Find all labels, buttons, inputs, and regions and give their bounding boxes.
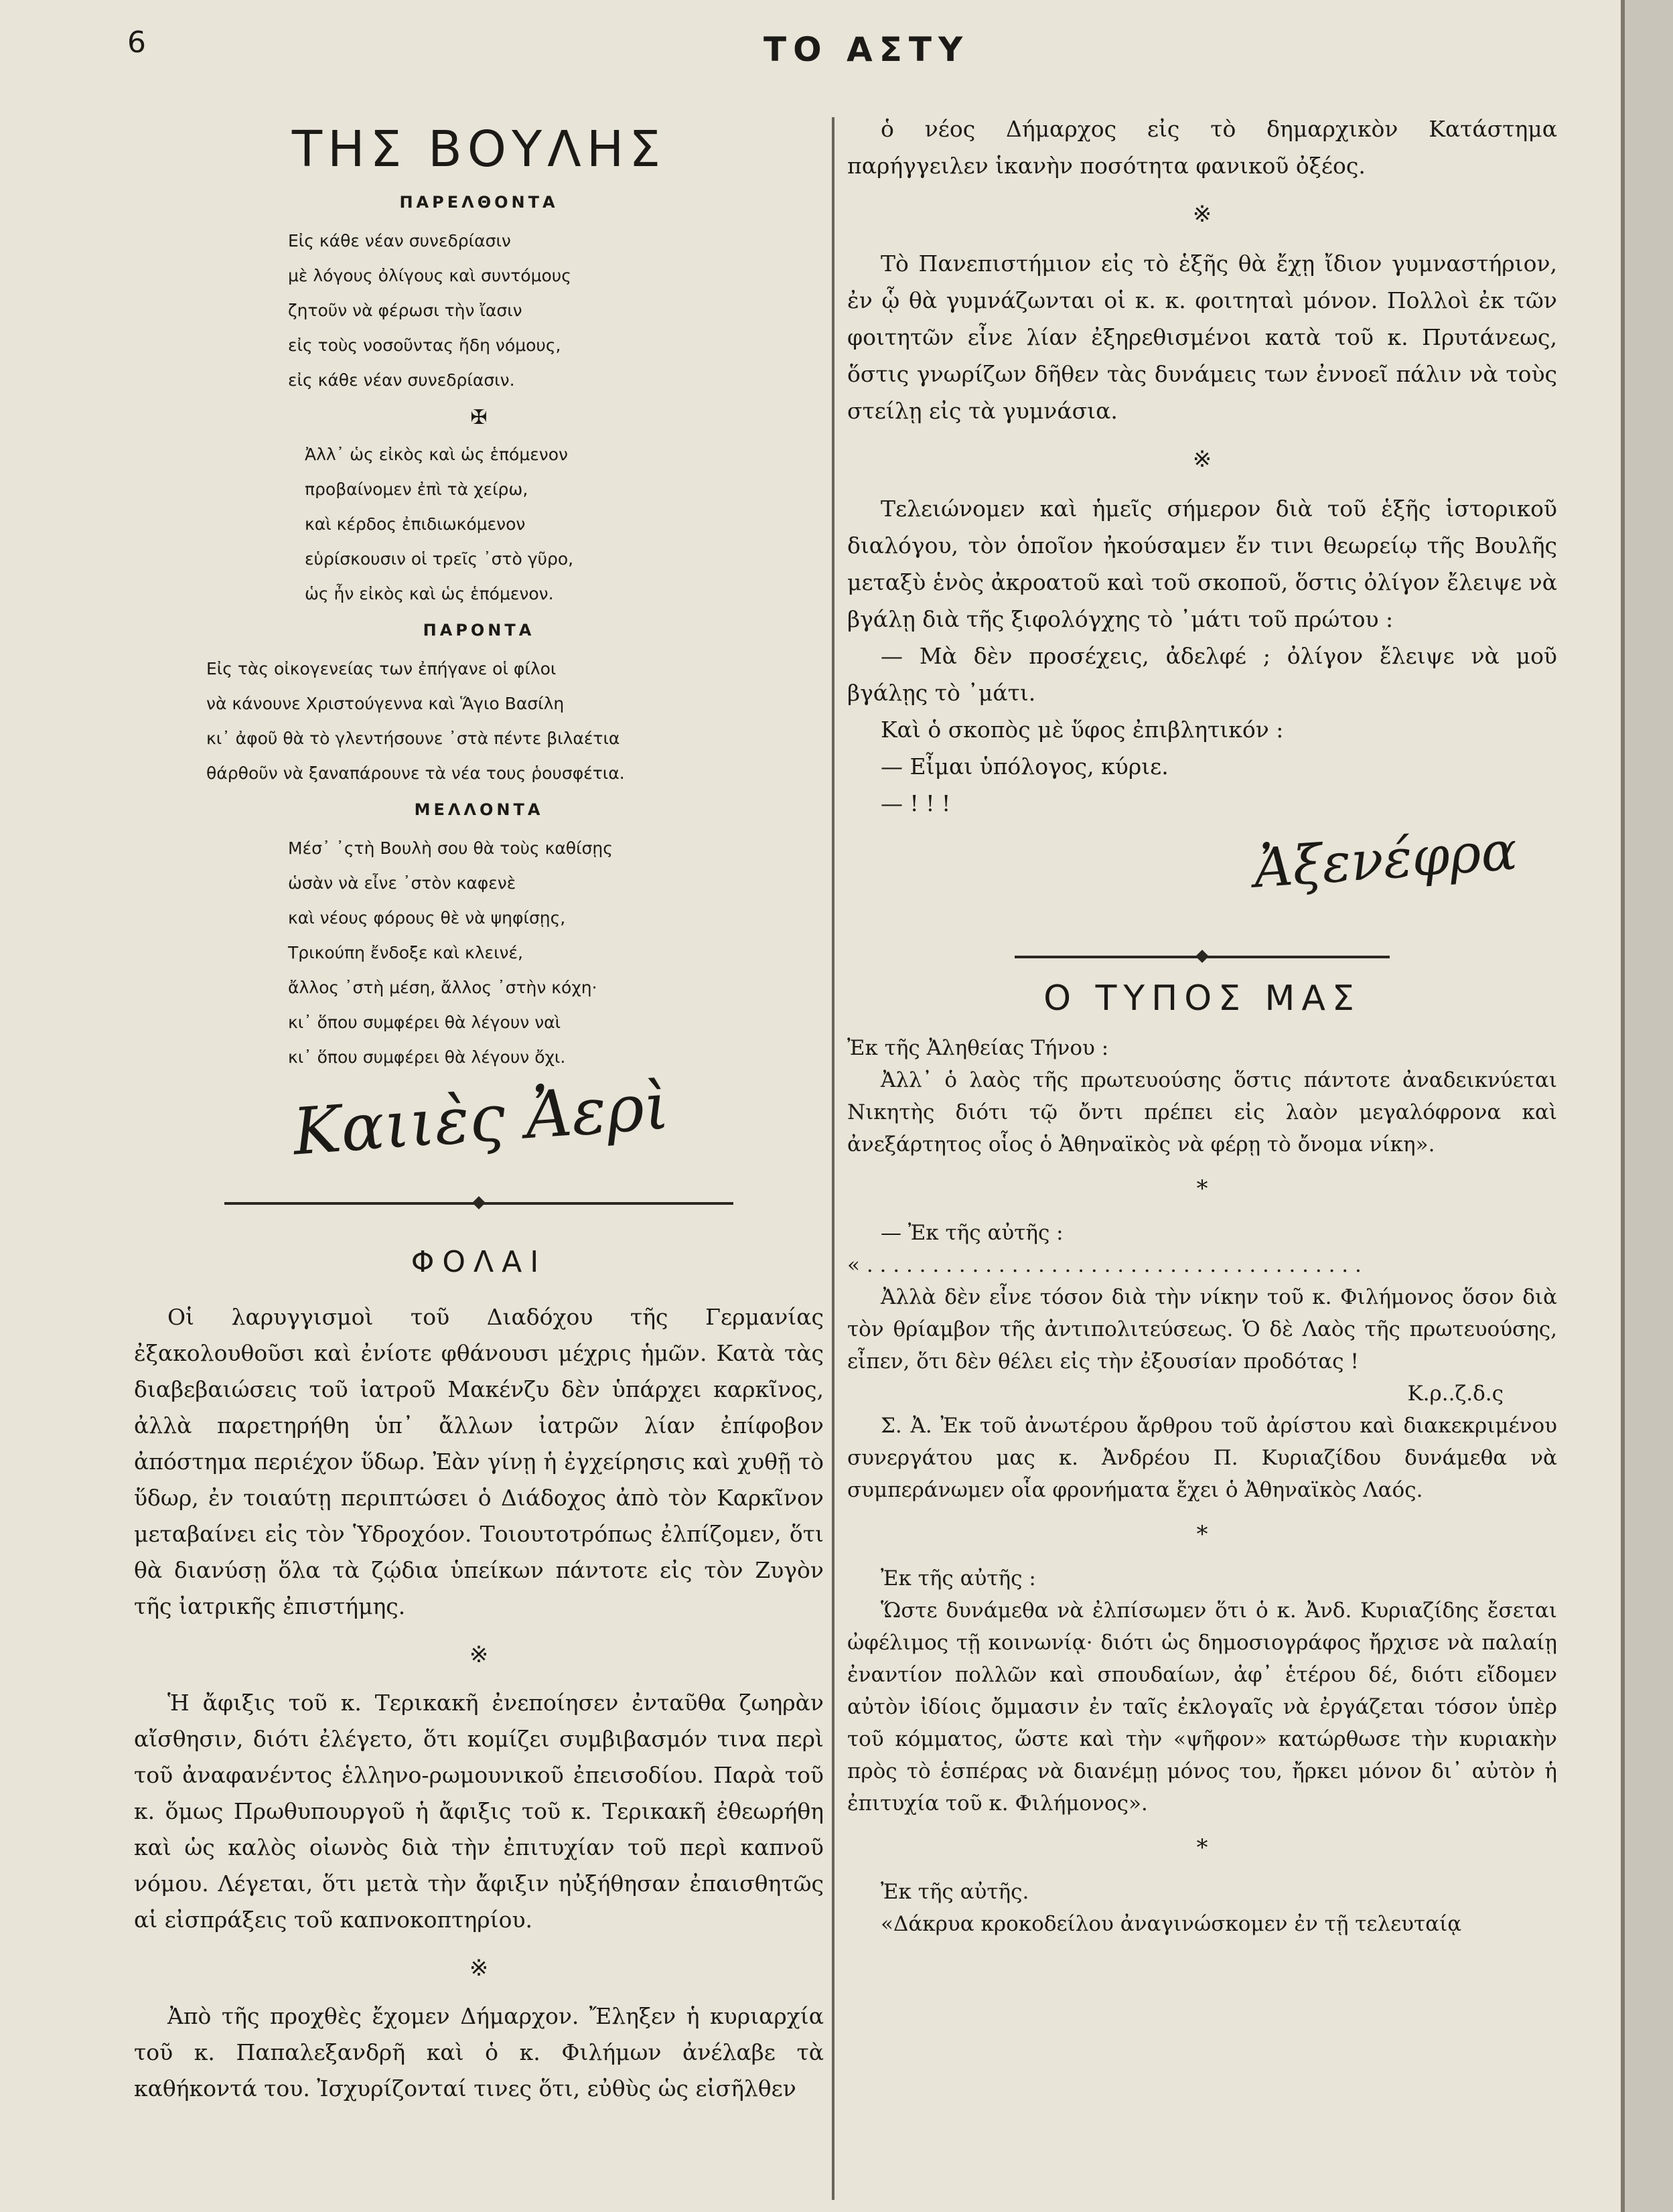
verse-line: Ἀλλ᾽ ὡς εἰκὸς καὶ ὡς ἑπόμενον (305, 445, 568, 464)
page-number: 6 (127, 25, 146, 60)
verse-line: καὶ νέους φόρους θὲ νὰ ψηφίσῃς, (288, 908, 566, 928)
masthead-title: ΤΟ ΑΣΤΥ (763, 30, 970, 69)
verse-line: ὡς ἦν εἰκὸς καὶ ὡς ἑπόμενον. (305, 584, 554, 603)
university-paragraph: Τὸ Πανεπιστήμιον εἰς τὸ ἑξῆς θὰ ἔχῃ ἴδιον γυμναστήριον, ἐν ᾧ θὰ γυμνάζωνται οἱ κ. κ. φοιτηταὶ μόνον. Πολλοὶ ἐκ τῶν φοιτητῶν εἶνε λίαν ἐξηρεθισμένοι κατὰ τοῦ κ. Πρυτάνεως, ὅστις γνωρίζων δῆθεν τὰς δυνάμεις των ἐννοεῖ πάλιν νὰ τοὺς στείλῃ εἰς τὰ γυμνάσια. (847, 250, 1557, 424)
folai-paragraph: Οἱ λαρυγγισμοὶ τοῦ Διαδόχου τῆς Γερμανίας ἐξακολουθοῦσι καὶ ἐνίοτε φθάνουσι μέχρις ἡμῶν. Κατὰ τὰς διαβεβαιώσεις τοῦ ἰατροῦ Μακένζυ δὲν ὑπάρχει καρκῖνος, ἀλλὰ παρετηρήθη ὑπ᾽ ἄλλων ἰατρῶν λίαν ἐπίφοβον ἀπόστημα περιέχον ὕδωρ. Ἐὰν γίνῃ ἡ ἐγχείρησις καὶ χυθῇ τὸ ὕδωρ, ἐν τοιαύτῃ περιπτώσει ὁ Διάδοχος ἀπὸ τὸν Καρκῖνον μεταβαίνει εἰς τὸν Ὑδροχόον. Τοιουτοτρόπως ἐλπίζομεν, ὅτι θὰ διανύσῃ ὅλα τὰ ζῴδια ὑπείκων πάντοτε εἰς τὸν Ζυγὸν τῆς ἰατρικῆς ἐπιστήμης. (134, 1304, 824, 1619)
author-signature: Καιιὲς Ἀερὶ (291, 1068, 672, 1170)
verse-line: Μέσ᾽ ᾽ςτὴ Βουλὴ σου θὰ τοὺς καθίσῃς (288, 838, 613, 858)
past-stanza-2 (305, 437, 824, 611)
verse-line: μὲ λόγους ὀλίγους καὶ συντόμους (288, 266, 571, 285)
source-line: Ἐκ τῆς αὐτῆς : (881, 1566, 1036, 1591)
vouli-title: ΤΗΣ ΒΟΥΛΗΣ (291, 121, 666, 178)
section-divider (224, 1202, 733, 1205)
dialogue-line: — Μὰ δὲν προσέχεις, ἀδελφέ ; ὀλίγον ἔλειψε νὰ μοῦ βγάλῃς τὸ ᾽μάτι. (847, 643, 1557, 706)
column-divider (832, 117, 834, 2200)
verse-line: καὶ κέρδος ἐπιδιωκόμενον (305, 514, 526, 534)
verse-line: κι᾽ ὅπου συμφέρει θὰ λέγουν ναὶ (288, 1013, 561, 1032)
page-edge-line (1621, 0, 1625, 2212)
left-column (134, 110, 824, 2107)
verse-line: εὑρίσκουσιν οἱ τρεῖς ᾽στὸ γῦρο, (305, 549, 574, 569)
separator-star: * (1196, 1521, 1208, 1548)
fleuron-ornament: ✠ (470, 406, 488, 429)
verse-line: θάρθοῦν νὰ ξαναπάρουνε τὰ νέα τους ῥουσφέτια. (206, 763, 625, 783)
present-stanza (206, 652, 824, 791)
verse-line: Εἰς κάθε νέαν συνεδρίασιν (288, 231, 511, 250)
ellipsis-line: « . . . . . . . . . . . . . . . . . . . . . . . . . . . . . . . . . . . . . . (847, 1253, 1362, 1277)
past-stanza-1 (288, 224, 824, 398)
source-line: — Ἐκ τῆς αὐτῆς : (881, 1221, 1064, 1245)
dialogue-intro: Τελειώνομεν καὶ ἡμεῖς σήμερον διὰ τοῦ ἑξῆς ἱστορικοῦ διαλόγου, τὸν ὁποῖον ἠκούσαμεν ἔν τινι θεωρείῳ τῆς Βουλῆς μεταξὺ ἑνὸς ἀκροατοῦ καὶ τοῦ σκοποῦ, ὅστις ὀλίγον ἔλειψε νὰ βγάλῃ διὰ τῆς ξιφολόγχης τὸ ᾽μάτι τοῦ πρώτου : (847, 496, 1557, 632)
source-line: Ἐκ τῆς αὐτῆς. (881, 1880, 1029, 1904)
typos-title: Ο ΤΥΠΟΣ ΜΑΣ (1043, 978, 1361, 1019)
typos-body (847, 1032, 1557, 1940)
verse-line: ὡσὰν νὰ εἶνε ᾽στὸν καφενὲ (288, 873, 516, 893)
quote-signature: Κ.ρ..ζ.δ.ς (1407, 1382, 1504, 1406)
continuation-paragraph: ὁ νέος Δήμαρχος εἰς τὸ δημαρχικὸν Κατάστημα παρήγγειλεν ἱκανὴν ποσότητα φανικοῦ ὀξέος. (847, 116, 1557, 179)
verse-line: ἄλλος ᾽στὴ μέση, ἄλλος ᾽στὴν κόχη· (288, 978, 597, 997)
verse-line: ζητοῦν νὰ φέρωσι τὴν ἴασιν (288, 301, 522, 320)
verse-line: Εἰς τὰς οἰκογενείας των ἐπήγανε οἱ φίλοι (206, 659, 557, 678)
separator-star: * (1196, 1175, 1208, 1202)
separator-star: ※ (469, 1641, 489, 1668)
verse-line: κι᾽ ἀφοῦ θὰ τὸ γλεντήσουνε ᾽στὰ πέντε βιλαέτια (206, 729, 620, 748)
dialogue-line: Καὶ ὁ σκοπὸς μὲ ὕφος ἐπιβλητικόν : (881, 717, 1284, 743)
future-stanza (288, 831, 824, 1075)
verse-line: εἰς τοὺς νοσοῦντας ἤδη νόμους, (288, 336, 561, 355)
folai-paragraph: Ἡ ἄφιξις τοῦ κ. Τερικακῆ ἐνεποίησεν ἐνταῦθα ζωηρὰν αἴσθησιν, διότι ἐλέγετο, ὅτι κομίζει συμβιβασμόν τινα περὶ τοῦ ἀναφανέντος ἑλληνο-ρωμουνικοῦ ἐπεισοδίου. Παρὰ τοῦ κ. ὅμως Πρωθυπουργοῦ ἡ ἄφιξις τοῦ κ. Τερικακῆ ἐθεωρήθη καὶ ὡς καλὸς οἰωνὸς διὰ τὴν ἐπιτυχίαν τοῦ περὶ καπνοῦ νόμου. Λέγεται, ὅτι μετὰ τὴν ἄφιξιν ηὐξήθησαν ἐπαισθητῶς αἱ εἰσπράξεις τοῦ καπνοκοπτηρίου. (134, 1690, 824, 1933)
separator-star: ※ (1192, 446, 1212, 473)
dialogue-line: — Εἶμαι ὑπόλογος, κύριε. (881, 753, 1169, 780)
source-line: Ἐκ τῆς Ἀληθείας Τήνου : (847, 1036, 1109, 1060)
section-divider (1015, 956, 1390, 958)
quote-paragraph: Ἀλλ᾽ ὁ λαὸς τῆς πρωτευούσης ὅστις πάντοτε ἀναδεικνύεται Νικητὴς διότι τῷ ὄντι πρέπει εἰς λαὸν μεγαλόφρονα καὶ ἀνεξάρτητος οἷος ὁ Ἀθηναϊκὸς νὰ φέρῃ τὸ ὄνομα νίκη». (847, 1068, 1557, 1157)
right-column (847, 110, 1557, 1940)
folai-title: ΦΟΛΑΙ (411, 1245, 547, 1279)
quote-paragraph: Ἀλλὰ δὲν εἶνε τόσον διὰ τὴν νίκην τοῦ κ. Φιλήμονος ὅσον διὰ τὸν θρίαμβον τῆς ἀντιπολιτεύσεως. Ὁ δὲ Λαὸς τῆς πρωτευούσης, εἶπεν, ὅτι δὲν θέλει εἰς τὴν ἐξουσίαν προδότας ! (847, 1285, 1557, 1374)
verse-line: κι᾽ ὅπου συμφέρει θὰ λέγουν ὄχι. (288, 1047, 566, 1067)
quote-paragraph: «Δάκρυα κροκοδείλου ἀναγινώσκομεν ἐν τῇ τελευταίᾳ (881, 1912, 1462, 1936)
page-margin-shadow (1624, 0, 1673, 2212)
separator-star: * (1196, 1834, 1208, 1861)
author-signature: Ἀξενέφρα (1251, 819, 1519, 900)
future-heading: ΜΕΛΛΟΝΤΑ (414, 800, 544, 819)
folai-paragraph: Ἀπὸ τῆς προχθὲς ἔχομεν Δήμαρχον. Ἔληξεν ἡ κυριαρχία τοῦ κ. Παπαλεξανδρῆ καὶ ὁ κ. Φιλήμων ἀνέλαβε τὰ καθήκοντά του. Ἰσχυρίζονταί τινες ὅτι, εὐθὺς ὡς εἰσῆλθεν (134, 2003, 824, 2102)
right-body (847, 110, 1557, 822)
past-heading: ΠΑΡΕΛΘΟΝΤΑ (399, 193, 559, 212)
editor-note: Σ. Ἀ. Ἐκ τοῦ ἀνωτέρου ἄρθρου τοῦ ἀρίστου καὶ διακεκριμένου συνεργάτου μας κ. Ἀνδρέου Π. Κυριαζίδου δυνάμεθα νὰ συμπεράνωμεν οἷα φρονήματα ἔχει ὁ Ἀθηναϊκὸς Λαός. (847, 1414, 1557, 1502)
dialogue-line: — ! ! ! (881, 790, 951, 816)
separator-star: ※ (1192, 201, 1212, 228)
present-heading: ΠΑΡΟΝΤΑ (423, 621, 535, 640)
verse-line: Τρικούπη ἔνδοξε καὶ κλεινέ, (288, 943, 523, 962)
quote-paragraph: Ὥστε δυνάμεθα νὰ ἐλπίσωμεν ὅτι ὁ κ. Ἀνδ. Κυριαζίδης ἔσεται ὠφέλιμος τῇ κοινωνίᾳ· διότι ὡς δημοσιογράφος ἤρχισε νὰ παλαίῃ ἐναντίον πολλῶν καὶ σπουδαίων, ἀφ᾽ ἑτέρου δέ, διότι εἴδομεν αὐτὸν ἰδίοις ὄμμασιν ἐν ταῖς ἐκλογαῖς νὰ ἐργάζεται τόσον ὑπὲρ τοῦ κόμματος, ὥστε καὶ τὴν «ψῆφον» κατώρθωσε τὴν κυριακὴν πρὸς τὸ ἑσπέρας νὰ διανέμῃ μόνος του, ἤρκει μόνον δι᾽ αὐτὸν ἡ ἐπιτυχία τοῦ κ. Φιλήμονος». (847, 1599, 1557, 1816)
folai-body (134, 1299, 824, 2107)
verse-line: εἰς κάθε νέαν συνεδρίασιν. (288, 370, 515, 390)
verse-line: νὰ κάνουνε Χριστούγεννα καὶ Ἅγιο Βασίλη (206, 694, 565, 713)
separator-star: ※ (469, 1955, 489, 1982)
verse-line: προβαίνομεν ἐπὶ τὰ χείρω, (305, 480, 528, 499)
